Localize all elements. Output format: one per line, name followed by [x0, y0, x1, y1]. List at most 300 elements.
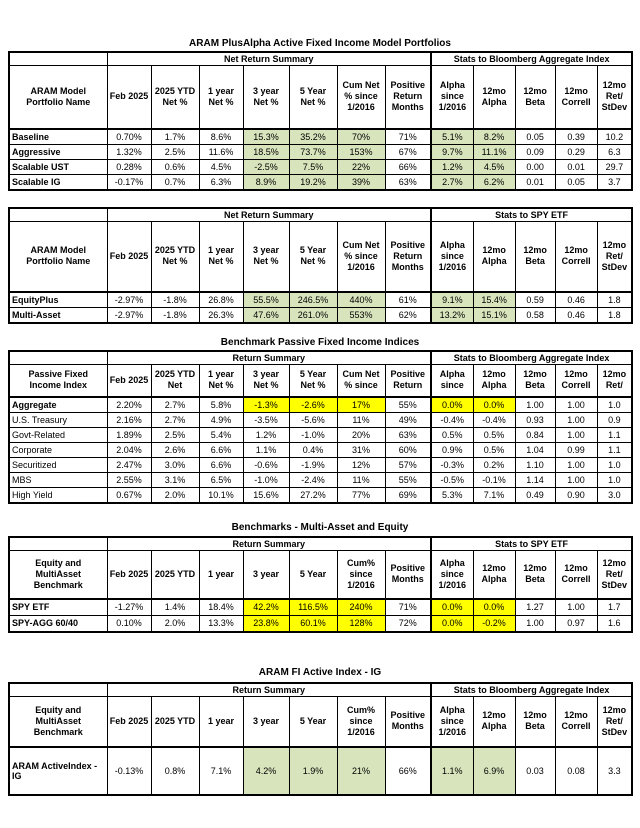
- table-cell: 1.00: [555, 412, 597, 427]
- table-cell: -2.6%: [289, 397, 337, 413]
- table-cell: 246.5%: [289, 292, 337, 308]
- table-cell: 240%: [337, 599, 385, 616]
- table-cell: 1.89%: [107, 427, 151, 442]
- table-cell: -1.8%: [151, 292, 199, 308]
- section-title: Benchmark Passive Fixed Income Indices: [220, 337, 420, 348]
- table-cell: 13.2%: [431, 307, 473, 323]
- table-cell: 0.5%: [473, 427, 515, 442]
- column-header: Feb 2025: [107, 697, 151, 747]
- column-header: 2025 YTD Net %: [151, 222, 199, 292]
- column-header: 2025 YTD Net: [151, 365, 199, 397]
- table-cell: 0.9%: [431, 442, 473, 457]
- table-cell: 61%: [385, 292, 431, 308]
- table-cell: 77%: [337, 487, 385, 503]
- column-header: 12mo Ret/ StDev: [597, 66, 632, 129]
- row-label: U.S. Treasury: [9, 412, 107, 427]
- table-cell: 39%: [337, 174, 385, 190]
- table-cell: 63%: [385, 174, 431, 190]
- table-cell: 6.3%: [199, 174, 243, 190]
- table-cell: 70%: [337, 129, 385, 145]
- row-label: Aggregate: [9, 397, 107, 413]
- table-row: [9, 307, 632, 323]
- table-cell: 1.10: [515, 457, 555, 472]
- table-cell: 1.1%: [243, 442, 289, 457]
- table-cell: -1.8%: [151, 307, 199, 323]
- table-cell: 3.1%: [151, 472, 199, 487]
- table-cell: 2.0%: [151, 615, 199, 632]
- table-cell: 9.1%: [431, 292, 473, 308]
- table-cell: 31%: [337, 442, 385, 457]
- row-label: Scalable UST: [9, 159, 107, 174]
- column-header: Cum Net % since: [337, 365, 385, 397]
- table-cell: 0.05: [515, 129, 555, 145]
- table-cell: -0.6%: [243, 457, 289, 472]
- column-header: Positive Return Months: [385, 66, 431, 129]
- table-cell: 60%: [385, 442, 431, 457]
- table-cell: 0.70%: [107, 129, 151, 145]
- table-cell: 1.7: [597, 599, 632, 616]
- table-cell: 42.2%: [243, 599, 289, 616]
- table-cell: 0.29: [555, 144, 597, 159]
- table-cell: 4.5%: [473, 159, 515, 174]
- table-cell: 0.8%: [151, 747, 199, 795]
- table-cell: 49%: [385, 412, 431, 427]
- column-header: 1 year Net %: [199, 365, 243, 397]
- column-header: 3 year: [243, 551, 289, 599]
- table-cell: 0.39: [555, 129, 597, 145]
- column-header: 12mo Alpha: [473, 365, 515, 397]
- table-cell: 0.93: [515, 412, 555, 427]
- table-cell: -1.9%: [289, 457, 337, 472]
- column-header: Alpha since 1/2016: [431, 697, 473, 747]
- table-cell: 1.0: [597, 472, 632, 487]
- group-header: Stats to Bloomberg Aggregate Index: [431, 52, 632, 66]
- table-cell: 9.7%: [431, 144, 473, 159]
- table-cell: 1.00: [555, 472, 597, 487]
- table-cell: 55%: [385, 397, 431, 413]
- table-row: [9, 472, 632, 487]
- table-cell: -1.0%: [243, 472, 289, 487]
- table-cell: 3.7: [597, 174, 632, 190]
- table-cell: 18.5%: [243, 144, 289, 159]
- column-header: ARAM Model Portfolio Name: [9, 66, 107, 129]
- column-header: 12mo Correll: [555, 66, 597, 129]
- column-header: 12mo Alpha: [473, 697, 515, 747]
- table-cell: -3.5%: [243, 412, 289, 427]
- table-cell: 2.7%: [151, 412, 199, 427]
- table-cell: 0.08: [555, 747, 597, 795]
- row-label: MBS: [9, 472, 107, 487]
- group-header: Return Summary: [107, 683, 431, 697]
- table-cell: 6.5%: [199, 472, 243, 487]
- column-header: Feb 2025: [107, 365, 151, 397]
- table-cell: 0.97: [555, 615, 597, 632]
- table-cell: 2.20%: [107, 397, 151, 413]
- column-header: Alpha since: [431, 365, 473, 397]
- column-header: 12mo Ret/ StDev: [597, 222, 632, 292]
- table-cell: 8.9%: [243, 174, 289, 190]
- table-cell: 4.9%: [199, 412, 243, 427]
- row-label: SPY-AGG 60/40: [9, 615, 107, 632]
- table-cell: -0.1%: [473, 472, 515, 487]
- table-row: [9, 174, 632, 190]
- table-cell: 0.28%: [107, 159, 151, 174]
- table-cell: 15.3%: [243, 129, 289, 145]
- table-cell: 0.90: [555, 487, 597, 503]
- table-cell: 1.0: [597, 457, 632, 472]
- column-header: Alpha since 1/2016: [431, 66, 473, 129]
- table-cell: 29.7: [597, 159, 632, 174]
- column-header: 3 year Net %: [243, 365, 289, 397]
- column-header: 2025 YTD Net %: [151, 66, 199, 129]
- column-header: 3 year Net %: [243, 222, 289, 292]
- table-cell: 0.6%: [151, 159, 199, 174]
- row-label: Govt-Related: [9, 427, 107, 442]
- column-header: 12mo Beta: [515, 551, 555, 599]
- row-label: Scalable IG: [9, 174, 107, 190]
- table-cell: 73.7%: [289, 144, 337, 159]
- table-cell: 1.0: [597, 397, 632, 413]
- table-cell: 62%: [385, 307, 431, 323]
- table-cell: 17%: [337, 397, 385, 413]
- table-cell: 1.00: [515, 397, 555, 413]
- table-cell: 1.04: [515, 442, 555, 457]
- table-cell: 27.2%: [289, 487, 337, 503]
- table-cell: 26.8%: [199, 292, 243, 308]
- table-row: [9, 144, 632, 159]
- row-label: EquityPlus: [9, 292, 107, 308]
- table-row: [9, 159, 632, 174]
- table-cell: -2.5%: [243, 159, 289, 174]
- table-cell: 19.2%: [289, 174, 337, 190]
- table-cell: 0.58: [515, 307, 555, 323]
- column-header: 2025 YTD: [151, 551, 199, 599]
- table-cell: -1.27%: [107, 599, 151, 616]
- table-cell: 0.0%: [473, 599, 515, 616]
- table-cell: 22%: [337, 159, 385, 174]
- group-header: Return Summary: [107, 537, 431, 551]
- column-header: Feb 2025: [107, 551, 151, 599]
- table-cell: 2.47%: [107, 457, 151, 472]
- table-cell: 0.09: [515, 144, 555, 159]
- column-header: 5 Year: [289, 551, 337, 599]
- table-row: [9, 599, 632, 616]
- table-cell: 63%: [385, 427, 431, 442]
- table-cell: 23.8%: [243, 615, 289, 632]
- table-cell: 0.01: [515, 174, 555, 190]
- table-cell: 0.4%: [289, 442, 337, 457]
- table-cell: -0.4%: [473, 412, 515, 427]
- table-row: [9, 487, 632, 503]
- table-cell: 13.3%: [199, 615, 243, 632]
- group-header: Stats to SPY ETF: [431, 208, 632, 222]
- column-header: Feb 2025: [107, 222, 151, 292]
- table-cell: 2.0%: [151, 487, 199, 503]
- column-header: Cum% since 1/2016: [337, 551, 385, 599]
- table-cell: 0.2%: [473, 457, 515, 472]
- column-header: 12mo Ret/ StDev: [597, 551, 632, 599]
- row-label: SPY ETF: [9, 599, 107, 616]
- table-cell: 553%: [337, 307, 385, 323]
- table-row: [9, 615, 632, 632]
- table-cell: 0.0%: [473, 397, 515, 413]
- table-cell: 0.00: [515, 159, 555, 174]
- table-row: [9, 397, 632, 413]
- table-cell: 1.8: [597, 307, 632, 323]
- table-row: [9, 412, 632, 427]
- column-header: 5 Year Net %: [289, 222, 337, 292]
- column-header: Positive Months: [385, 697, 431, 747]
- table-row: [9, 427, 632, 442]
- column-header: 12mo Correll: [555, 551, 597, 599]
- column-header: 1 year: [199, 551, 243, 599]
- table-cell: 15.6%: [243, 487, 289, 503]
- table-cell: 71%: [385, 129, 431, 145]
- table-cell: 0.49: [515, 487, 555, 503]
- table-cell: -0.17%: [107, 174, 151, 190]
- table-row: [9, 292, 632, 308]
- table-cell: 1.32%: [107, 144, 151, 159]
- table-cell: 1.00: [555, 427, 597, 442]
- table-cell: 440%: [337, 292, 385, 308]
- table-cell: -1.3%: [243, 397, 289, 413]
- table-cell: 15.4%: [473, 292, 515, 308]
- table-cell: -0.13%: [107, 747, 151, 795]
- column-header: 1 year Net %: [199, 222, 243, 292]
- table-cell: 0.05: [555, 174, 597, 190]
- column-header: Cum% since 1/2016: [337, 697, 385, 747]
- table-cell: 2.6%: [151, 442, 199, 457]
- table-cell: 2.04%: [107, 442, 151, 457]
- table-cell: 2.5%: [151, 427, 199, 442]
- table-cell: 1.8: [597, 292, 632, 308]
- table-cell: 6.9%: [473, 747, 515, 795]
- row-label: Baseline: [9, 129, 107, 145]
- group-header: Stats to Bloomberg Aggregate Index: [431, 683, 632, 697]
- table-cell: 5.8%: [199, 397, 243, 413]
- active-index-table: [8, 682, 633, 796]
- table-cell: 261.0%: [289, 307, 337, 323]
- table-cell: 6.3: [597, 144, 632, 159]
- table-cell: 0.9: [597, 412, 632, 427]
- table-cell: 3.0: [597, 487, 632, 503]
- column-header: 5 Year Net %: [289, 365, 337, 397]
- portfolio-table: [8, 51, 633, 191]
- section-title: ARAM FI Active Index - IG: [258, 667, 382, 678]
- table-cell: 21%: [337, 747, 385, 795]
- benchmark-table: [8, 350, 633, 504]
- table-cell: 0.59: [515, 292, 555, 308]
- column-header: 12mo Beta: [515, 365, 555, 397]
- table-row: [9, 747, 632, 795]
- column-header: 12mo Beta: [515, 222, 555, 292]
- column-header: 12mo Correll: [555, 697, 597, 747]
- table-cell: -2.97%: [107, 307, 151, 323]
- table-cell: 0.01: [555, 159, 597, 174]
- table-cell: 11%: [337, 412, 385, 427]
- column-header: 12mo Alpha: [473, 66, 515, 129]
- table-cell: 0.99: [555, 442, 597, 457]
- column-header: Feb 2025: [107, 66, 151, 129]
- table-cell: 1.1: [597, 427, 632, 442]
- row-label: Aggressive: [9, 144, 107, 159]
- group-header: Return Summary: [107, 351, 431, 365]
- table-cell: 1.4%: [151, 599, 199, 616]
- table-cell: 0.7%: [151, 174, 199, 190]
- table-cell: 0.03: [515, 747, 555, 795]
- table-cell: 55%: [385, 472, 431, 487]
- table-cell: 2.55%: [107, 472, 151, 487]
- table-cell: 66%: [385, 747, 431, 795]
- column-header: Alpha since 1/2016: [431, 551, 473, 599]
- column-header: 12mo Correll: [555, 365, 597, 397]
- table-cell: 1.1: [597, 442, 632, 457]
- table-cell: -0.2%: [473, 615, 515, 632]
- table-cell: 67%: [385, 144, 431, 159]
- table-cell: 55.5%: [243, 292, 289, 308]
- section-title: ARAM PlusAlpha Active Fixed Income Model Portfolios: [189, 38, 451, 49]
- column-header: Equity and MultiAsset Benchmark: [9, 697, 107, 747]
- table-cell: 20%: [337, 427, 385, 442]
- section-title: Benchmarks - Multi-Asset and Equity: [231, 522, 409, 533]
- table-cell: 0.5%: [473, 442, 515, 457]
- table-cell: -1.0%: [289, 427, 337, 442]
- table-cell: 11.1%: [473, 144, 515, 159]
- table-cell: 7.1%: [199, 747, 243, 795]
- table-cell: 4.2%: [243, 747, 289, 795]
- column-header: Cum Net % since 1/2016: [337, 222, 385, 292]
- column-header: 12mo Alpha: [473, 551, 515, 599]
- row-label: ARAM ActiveIndex - IG: [9, 747, 107, 795]
- table-cell: 0.46: [555, 292, 597, 308]
- table-cell: 10.1%: [199, 487, 243, 503]
- group-header: Stats to SPY ETF: [431, 537, 632, 551]
- table-cell: 35.2%: [289, 129, 337, 145]
- column-header: 3 year: [243, 697, 289, 747]
- column-header: 5 Year Net %: [289, 66, 337, 129]
- table-cell: 1.1%: [431, 747, 473, 795]
- table-cell: 0.67%: [107, 487, 151, 503]
- column-header: 12mo Alpha: [473, 222, 515, 292]
- column-header: 12mo Ret/: [597, 365, 632, 397]
- table-cell: -5.6%: [289, 412, 337, 427]
- table-cell: 47.6%: [243, 307, 289, 323]
- table-cell: 0.5%: [431, 427, 473, 442]
- table-row: [9, 129, 632, 145]
- table-cell: 66%: [385, 159, 431, 174]
- table-cell: 0.84: [515, 427, 555, 442]
- table-cell: 8.2%: [473, 129, 515, 145]
- table-cell: 72%: [385, 615, 431, 632]
- column-header: Passive Fixed Income Index: [9, 365, 107, 397]
- column-header: Positive Return: [385, 365, 431, 397]
- table-cell: 26.3%: [199, 307, 243, 323]
- table-cell: -0.5%: [431, 472, 473, 487]
- table-cell: 1.00: [555, 397, 597, 413]
- table-cell: -0.4%: [431, 412, 473, 427]
- table-cell: 15.1%: [473, 307, 515, 323]
- table-cell: 4.5%: [199, 159, 243, 174]
- table-cell: 11.6%: [199, 144, 243, 159]
- table-cell: 69%: [385, 487, 431, 503]
- table-cell: 0.0%: [431, 599, 473, 616]
- table-cell: 7.5%: [289, 159, 337, 174]
- column-header: 3 year Net %: [243, 66, 289, 129]
- table-cell: 5.4%: [199, 427, 243, 442]
- table-cell: 1.2%: [243, 427, 289, 442]
- table-cell: -0.3%: [431, 457, 473, 472]
- benchmark-table: [8, 536, 633, 633]
- column-header: 1 year Net %: [199, 66, 243, 129]
- table-cell: 1.14: [515, 472, 555, 487]
- table-cell: 2.16%: [107, 412, 151, 427]
- column-header: 2025 YTD: [151, 697, 199, 747]
- group-header: Stats to Bloomberg Aggregate Index: [431, 351, 632, 365]
- row-label: Corporate: [9, 442, 107, 457]
- table-cell: 60.1%: [289, 615, 337, 632]
- column-header: Equity and MultiAsset Benchmark: [9, 551, 107, 599]
- group-header: Net Return Summary: [107, 208, 431, 222]
- table-cell: 18.4%: [199, 599, 243, 616]
- column-header: Positive Months: [385, 551, 431, 599]
- column-header: Positive Return Months: [385, 222, 431, 292]
- table-cell: 6.2%: [473, 174, 515, 190]
- table-cell: 0.46: [555, 307, 597, 323]
- table-cell: 153%: [337, 144, 385, 159]
- table-row: [9, 442, 632, 457]
- table-cell: 12%: [337, 457, 385, 472]
- table-cell: -2.4%: [289, 472, 337, 487]
- column-header: 5 Year: [289, 697, 337, 747]
- column-header: 12mo Beta: [515, 66, 555, 129]
- table-cell: 1.6: [597, 615, 632, 632]
- table-cell: 5.3%: [431, 487, 473, 503]
- table-cell: 7.1%: [473, 487, 515, 503]
- table-cell: 1.7%: [151, 129, 199, 145]
- table-cell: 1.00: [555, 599, 597, 616]
- table-cell: 116.5%: [289, 599, 337, 616]
- table-cell: -2.97%: [107, 292, 151, 308]
- group-header: Net Return Summary: [107, 52, 431, 66]
- table-cell: 71%: [385, 599, 431, 616]
- table-cell: 3.0%: [151, 457, 199, 472]
- column-header: 12mo Ret/ StDev: [597, 697, 632, 747]
- column-header: 1 year: [199, 697, 243, 747]
- table-row: [9, 457, 632, 472]
- table-cell: 57%: [385, 457, 431, 472]
- row-label: Securitized: [9, 457, 107, 472]
- table-cell: 1.2%: [431, 159, 473, 174]
- portfolio-table: [8, 207, 633, 324]
- column-header: Cum Net % since 1/2016: [337, 66, 385, 129]
- column-header: Alpha since 1/2016: [431, 222, 473, 292]
- table-cell: 6.6%: [199, 457, 243, 472]
- table-cell: 1.9%: [289, 747, 337, 795]
- table-cell: 0.10%: [107, 615, 151, 632]
- table-cell: 5.1%: [431, 129, 473, 145]
- table-cell: 0.0%: [431, 397, 473, 413]
- table-cell: 1.27: [515, 599, 555, 616]
- table-cell: 2.5%: [151, 144, 199, 159]
- table-cell: 1.00: [515, 615, 555, 632]
- column-header: 12mo Beta: [515, 697, 555, 747]
- column-header: ARAM Model Portfolio Name: [9, 222, 107, 292]
- table-cell: 10.2: [597, 129, 632, 145]
- table-cell: 6.6%: [199, 442, 243, 457]
- table-cell: 128%: [337, 615, 385, 632]
- table-cell: 2.7%: [431, 174, 473, 190]
- row-label: High Yield: [9, 487, 107, 503]
